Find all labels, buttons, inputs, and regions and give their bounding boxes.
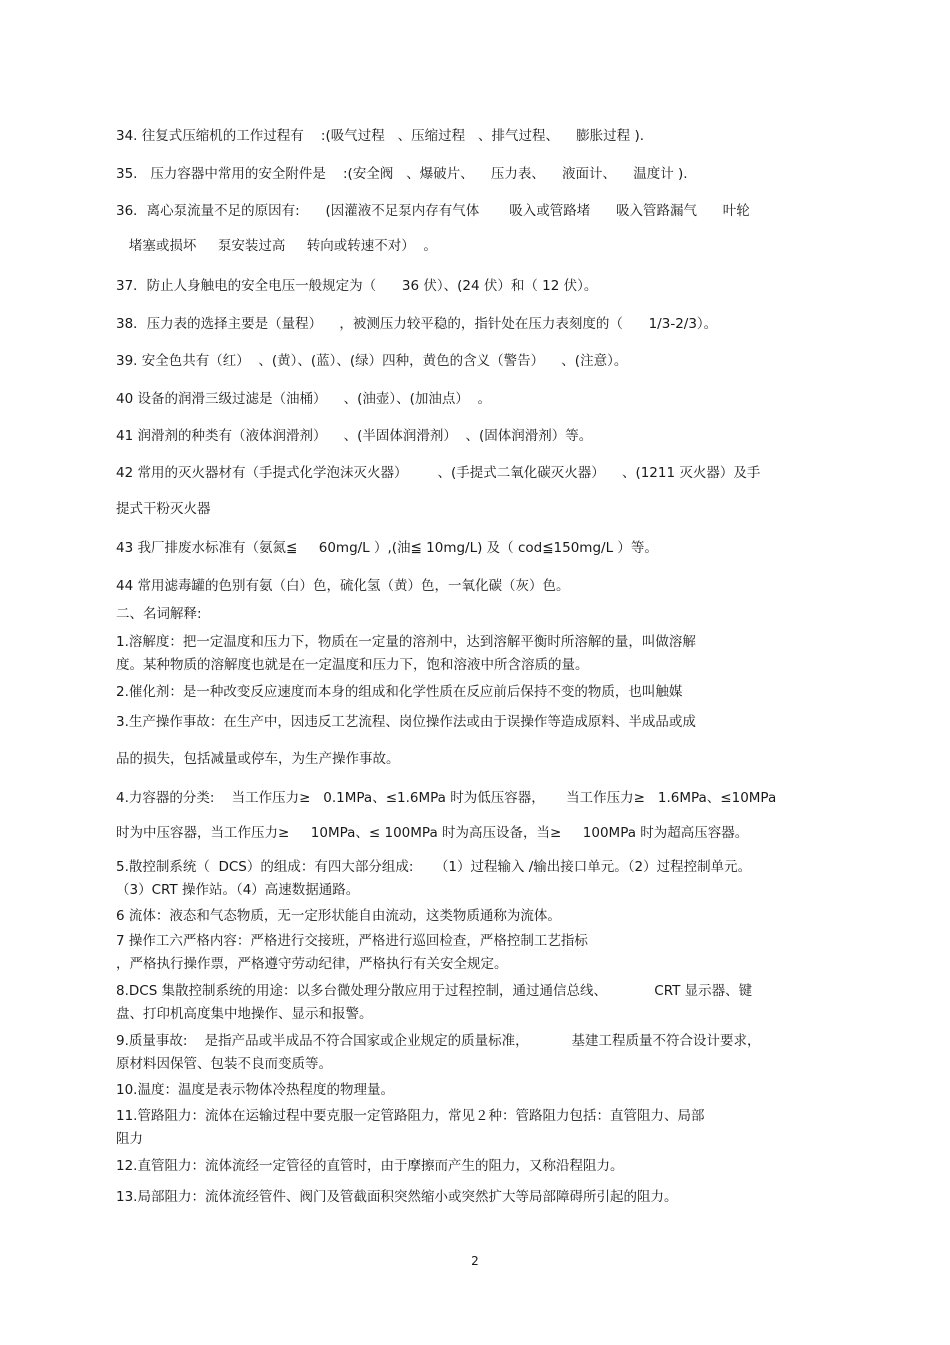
text-line-q41: 41 润滑剂的种类有（液体润滑剂） 、(半固体润滑剂） 、(固体润滑剂）等。 [116, 428, 593, 444]
text-line-q35: 35. 压力容器中常用的安全附件是 :(安全阀 、爆破片、 压力表、 液面计、 温度计 ). [116, 166, 688, 182]
text-line-def11-cont: 阻力 [116, 1131, 143, 1147]
text-line-q38: 38．压力表的选择主要是（量程） ，被测压力较平稳的，指针处在压力表刻度的（ 1/3-2/3）。 [116, 316, 718, 332]
text-line-q44: 44 常用滤毒罐的色别有氨（白）色，硫化氢（黄）色，一氧化碳（灰）色。 [116, 578, 570, 594]
text-line-def6: 6 流体：液态和气态物质，无一定形状能自由流动，这类物质通称为流体。 [116, 908, 561, 924]
text-line-q37: 37．防止人身触电的安全电压一般规定为（ 36 伏）、(24 伏）和（ 12 伏）。 [116, 278, 598, 294]
text-line-def13: 13.局部阻力：流体流经管件、阀门及管截面积突然缩小或突然扩大等局部障碍所引起的阻力。 [116, 1189, 678, 1205]
text-line-q40: 40 设备的润滑三级过滤是（油桶） 、(油壶）、(加油点） 。 [116, 391, 491, 407]
section-heading: 二、名词解释: [116, 606, 202, 622]
text-line-def7-cont: ，严格执行操作票，严格遵守劳动纪律，严格执行有关安全规定。 [116, 956, 508, 972]
text-line-q36-cont: 堵塞或损坏 泵安装过高 转向或转速不对） 。 [116, 238, 437, 254]
page-number: 2 [471, 1254, 479, 1268]
text-line-q42-cont: 提式干粉灭火器 [116, 501, 211, 517]
text-line-def8-cont: 盘、打印机高度集中地操作、显示和报警。 [116, 1006, 373, 1022]
text-line-def4-cont: 时为中压容器，当工作压力≥ 10MPa、≤ 100MPa 时为高压设备，当≥ 100MPa 时为超高压容器。 [116, 825, 749, 841]
text-line-q34: 34. 往复式压缩机的工作过程有 :(吸气过程 、压缩过程 、排气过程、 膨胀过程 ). [116, 128, 645, 144]
text-line-q42: 42 常用的灭火器材有（手提式化学泡沫灭火器） 、(手提式二氧化碳灭火器） 、(1211 灭火器）及手 [116, 465, 761, 481]
text-line-def5: 5.散控制系统（ DCS）的组成：有四大部分组成: （1）过程输入 /输出接口单元。（2）过程控制单元。 [116, 859, 752, 875]
text-line-def3-cont: 品的损失，包括减量或停车，为生产操作事故。 [116, 751, 400, 767]
text-line-q39: 39. 安全色共有（红） 、(黄）、(蓝）、(绿）四种，黄色的含义（警告） 、(注意）。 [116, 353, 628, 369]
text-line-def10: 10.温度：温度是表示物体冷热程度的物理量。 [116, 1082, 394, 1098]
text-line-q43: 43 我厂排废水标准有（氨氮≦ 60mg/L ）,(油≦ 10mg/L) 及（ cod≦150mg/L ）等。 [116, 540, 658, 556]
text-line-def11: 11.管路阻力：流体在运输过程中要克服一定管路阻力，常见２种：管路阻力包括：直管阻力、局部 [116, 1108, 705, 1124]
text-line-def9: 9.质量事故: 是指产品或半成品不符合国家或企业规定的质量标准， 基建工程质量不符合设计要求， [116, 1033, 761, 1049]
text-line-def8: 8.DCS 集散控制系统的用途：以多台微处理分散应用于过程控制，通过通信总线、 CRT 显示器、键 [116, 983, 753, 999]
text-line-def7: 7 操作工六严格内容：严格进行交接班，严格进行巡回检查，严格控制工艺指标 [116, 933, 588, 949]
text-line-def1-cont: 度。某种物质的溶解度也就是在一定温度和压力下，饱和溶液中所含溶质的量。 [116, 657, 589, 673]
text-line-def12: 12.直管阻力：流体流经一定管径的直管时，由于摩擦而产生的阻力，又称沿程阻力。 [116, 1158, 624, 1174]
text-line-q36: 36．离心泵流量不足的原因有: (因灌液不足泵内存有气体 吸入或管路堵 吸入管路漏气 叶轮 [116, 203, 750, 219]
text-line-def2: 2.催化剂：是一种改变反应速度而本身的组成和化学性质在反应前后保持不变的物质，也叫触媒 [116, 684, 683, 700]
text-line-def9-cont: 原材料因保管、包装不良而变质等。 [116, 1056, 332, 1072]
text-line-def3: 3.生产操作事故：在生产中，因违反工艺流程、岗位操作法或由于误操作等造成原料、半成品或成 [116, 714, 696, 730]
text-line-def4: 4.力容器的分类: 当工作压力≥ 0.1MPa、≤1.6MPa 时为低压容器， 当工作压力≥ 1.6MPa、≤10MPa [116, 790, 777, 806]
text-line-def1: 1.溶解度：把一定温度和压力下，物质在一定量的溶剂中，达到溶解平衡时所溶解的量，叫做溶解 [116, 634, 696, 650]
text-line-def5-cont: （3）CRT 操作站。（4）高速数据通路。 [116, 882, 360, 898]
